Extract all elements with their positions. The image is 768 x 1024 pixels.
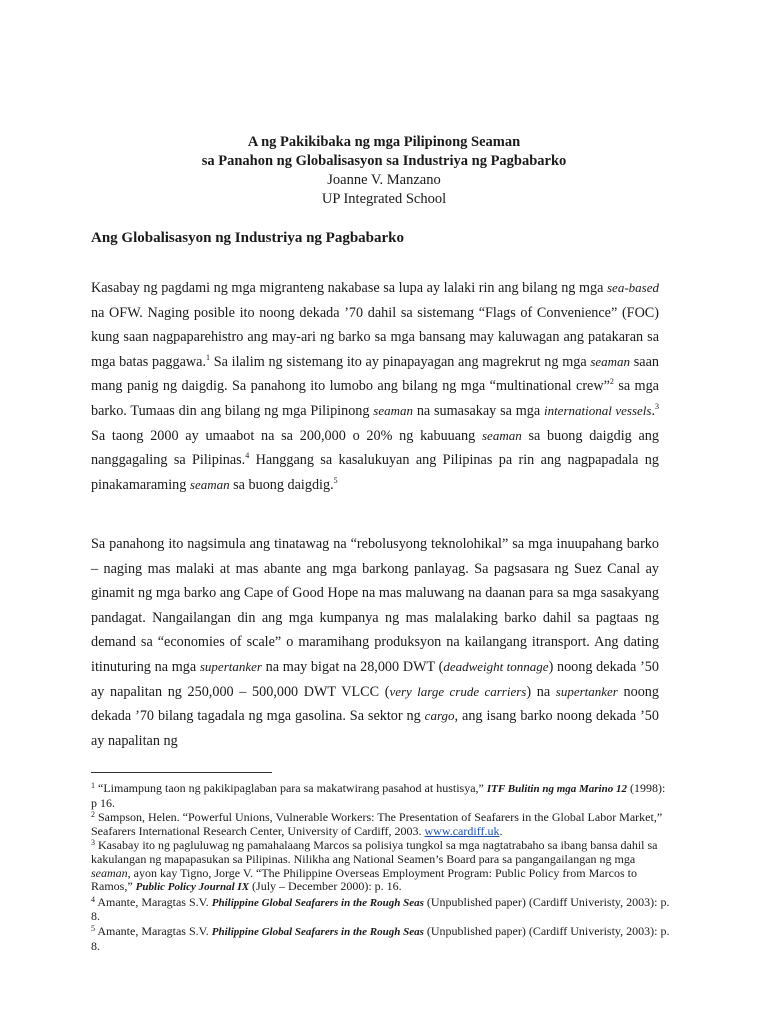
document-header [0, 133, 768, 209]
paragraph-2: Sa panahong ito nagsimula ang tinatawag na “rebolusyong teknolohikal” sa mga inuupahang barko – naging mas malaki at mas abante ang mga barkong panlayag. Sa pagsasara ng Suez Canal ay ginamit ng mga barko ang Cape of Good Hope na mas maluwang na daanan para sa mga sasakyang pandagat. Nangailangan din ang mga kumpanya ng mas malalaking barko dahil sa pagtaas ng demand sa “economies of scale” o maramihang produksyon na kailangang itransport. Ang dating itinuturing na mga supertanker na may bigat na 28,000 DWT (deadweight tonnage) noong dekada ’50 ay napalitan ng 250,000 – 500,000 DWT VLCC (very large crude carriers) na supertanker noong dekada ’70 bilang tagadala ng mga gasolina. Sa sektor ng cargo, ang isang barko noong dekada ’50 ay napalitan ng [91, 536, 659, 749]
footnotes [91, 782, 671, 954]
footnote-5: $^5$ Amante, Maragtas S.V. Philippine Global Seafarers in the Rough Seas (Unpublished paper) (Cardiff Univeristy, 2003): p. 8. [91, 923, 670, 953]
footnote-4: $^4$ Amante, Maragtas S.V. Philippine Global Seafarers in the Rough Seas (Unpublished paper) (Cardiff Univeristy, 2003): p. 8. [91, 894, 670, 924]
footnote-3: $^3$ Kasabay ito ng pagluluwag ng pamahalaang Marcos sa polisiya tungkol sa mga nagtatrabaho sa ibang bansa dahil sa kakulangan ng mapapasukan sa Pilipinas. Nilikha ang National Seamen’s Board para sa pangangailangan ng mga seaman, ayon kay Tigno, Jorge V. “The Philippine Overseas Employment Program: Public Policy from Marcos to Ramos,” Public Policy Journal IX (July – December 2000): p. 16. [91, 838, 658, 894]
footnote-ref-1: 1 [206, 352, 210, 362]
author-name: Joanne V. Manzano [327, 172, 441, 188]
school-name: UP Integrated School [321, 191, 447, 207]
paragraph-1: Kasabay ng pagdami ng mga migranteng nakabase sa lupa ay lalaki rin ang bilang ng mga sea-based na OFW. Naging posible ito noong dekada ’70 dahil sa sistemang “Flags of Convenience” (FOC) kung saan nagpaparehistro ang may-ari ng barko sa mga bansang may kaluwagan ang patakaran sa mga batas paggawa.$^1$ Sa ilalim ng sistemang ito ay pinapayagan ang magrekrut ng mga seaman saan mang panig ng daigdig. Sa panahong ito lumobo ang bilang ng mga “multinational crew”$^2$ sa mga barko. Tumaas din ang bilang ng mga Pilipinong seaman na sumasakay sa mga international vessels.$^3$ Sa taong 2000 ay umaabot na sa 200,000 o 20% ng kabuuang seaman sa buong daigdig ang nanggagaling sa Pilipinas.$^4$ Hanggang sa kasalukuyan ang Pilipinas pa rin ang nagpapadala ng pinakamaraming seaman sa buong daigdig.$^5$ [91, 280, 659, 493]
footnote-2: $^2$ Sampson, Helen. “Powerful Unions, Vulnerable Workers: The Presentation of Seafarers in the Global Labor Market,” Seafarers International Research Center, University of Cardiff, 2003. www.cardiff.uk. [91, 810, 663, 838]
title-line-1: A ng Pakikibaka ng mga Pilipinong Seaman [247, 134, 521, 150]
cardiff-link[interactable]: www.cardiff.uk [424, 823, 500, 838]
title-line-2: sa Panahon ng Globalisasyon sa Industriya ng Pagbabarko [201, 153, 567, 169]
footnote-separator [91, 772, 272, 773]
footnote-ref-3: 3 [655, 401, 659, 411]
footnote-1: $^1$ “Limampung taon ng pakikipaglaban para sa makatwirang pasahod at hustisya,” ITF Bulitin ng mga Marino 12 (1998): p 16. [91, 781, 666, 810]
footnote-ref-2: 2 [609, 377, 614, 387]
footnote-ref-5: 5 [333, 475, 338, 485]
section-title: Ang Globalisasyon ng Industriya ng Pagbabarko [91, 230, 405, 246]
footnote-ref-4: 4 [245, 451, 250, 461]
